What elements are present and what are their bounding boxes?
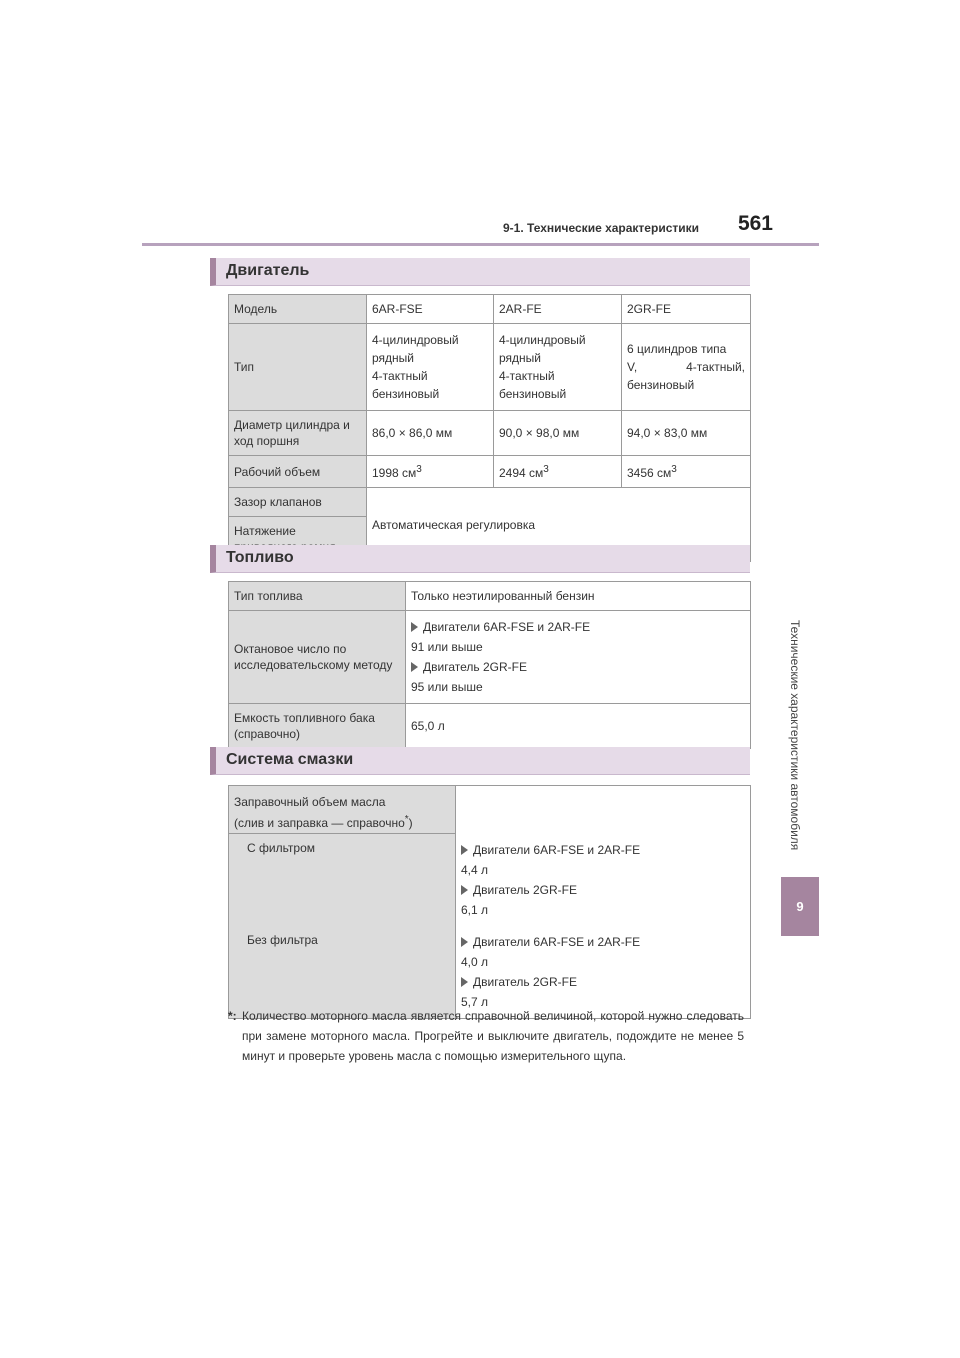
section-title: 9-1. Технические характеристики bbox=[502, 221, 699, 235]
cell-line: 4-тактный bbox=[499, 369, 555, 383]
fuel-type-label: Тип топлива bbox=[229, 582, 406, 611]
oil-volume: 4,0 л bbox=[461, 954, 489, 969]
with-filter-value bbox=[456, 834, 751, 926]
arrow-right-icon bbox=[461, 937, 468, 947]
table-row bbox=[229, 324, 751, 411]
capacity-empty bbox=[456, 786, 751, 834]
engine-name: Двигатели 6AR-FSE и 2AR-FE bbox=[473, 934, 641, 949]
list-item bbox=[411, 619, 745, 635]
model-6ar: 6AR-FSE bbox=[367, 295, 494, 324]
table-row bbox=[229, 456, 751, 488]
auto-adjust-value: Автоматическая регулировка bbox=[367, 488, 751, 562]
bore-6ar: 86,0 × 86,0 мм bbox=[367, 411, 494, 456]
arrow-right-icon bbox=[411, 622, 418, 632]
cell-line: V, 4-тактный, bbox=[627, 360, 745, 374]
oil-volume: 6,1 л bbox=[461, 902, 489, 917]
arrow-right-icon bbox=[461, 977, 468, 987]
engine-name: Двигатель 2GR-FE bbox=[423, 660, 527, 674]
side-chapter-title: Технические характеристики автомобиля bbox=[788, 619, 802, 851]
cell-line: 4-цилиндровый bbox=[499, 333, 586, 347]
lube-table bbox=[228, 785, 751, 1019]
fuel-type-value: Только неэтилированный бензин bbox=[406, 582, 751, 611]
page-header bbox=[142, 212, 819, 246]
table-row bbox=[229, 786, 751, 834]
type-label: Тип bbox=[229, 324, 367, 411]
fuel-section-heading bbox=[210, 545, 750, 573]
engine-name: Двигатель 2GR-FE bbox=[473, 974, 577, 989]
list-item bbox=[461, 974, 745, 990]
table-row bbox=[229, 411, 751, 456]
oil-volume: 4,4 л bbox=[461, 862, 489, 877]
octane-label: Октановое число по исследовательскому методу bbox=[229, 611, 406, 704]
model-2gr: 2GR-FE bbox=[622, 295, 751, 324]
label-text: (слив и заправка — справочно bbox=[234, 816, 405, 830]
bore-2gr: 94,0 × 83,0 мм bbox=[622, 411, 751, 456]
table-row bbox=[229, 295, 751, 324]
cell-line: 6 цилиндров типа bbox=[627, 342, 727, 356]
chapter-tab: 9 bbox=[781, 877, 819, 936]
cell-line: рядный bbox=[372, 351, 414, 365]
tank-label: Емкость топливного бака (справочно) bbox=[229, 704, 406, 749]
superscript: 3 bbox=[543, 464, 549, 475]
arrow-right-icon bbox=[411, 662, 418, 672]
table-row bbox=[229, 704, 751, 749]
displacement-2gr bbox=[622, 456, 751, 488]
engine-section-heading bbox=[210, 258, 750, 286]
arrow-right-icon bbox=[461, 845, 468, 855]
lube-section-heading bbox=[210, 747, 750, 775]
label-text: ) bbox=[408, 816, 413, 830]
valve-label: Зазор клапанов bbox=[229, 488, 367, 517]
without-filter-label: Без фильтра bbox=[229, 926, 456, 1019]
superscript: 3 bbox=[416, 464, 422, 475]
footnote bbox=[228, 1006, 744, 1066]
engine-name: Двигатели 6AR-FSE и 2AR-FE bbox=[473, 842, 641, 857]
model-label: Модель bbox=[229, 295, 367, 324]
footnote-mark: *: bbox=[228, 1009, 237, 1023]
header-divider bbox=[142, 243, 819, 246]
lube-title: Система смазки bbox=[226, 751, 354, 768]
cell-value: 1998 см bbox=[372, 466, 417, 480]
displacement-2ar bbox=[494, 456, 622, 488]
bore-label: Диаметр цилиндра и ход поршня bbox=[229, 411, 367, 456]
table-row bbox=[229, 611, 751, 704]
engine-table bbox=[228, 294, 751, 562]
displacement-6ar bbox=[367, 456, 494, 488]
page-number: 561 bbox=[737, 212, 773, 235]
with-filter-label: С фильтром bbox=[229, 834, 456, 926]
belt-label: Натяжение bbox=[229, 517, 367, 562]
octane-value bbox=[406, 611, 751, 704]
superscript: 3 bbox=[671, 464, 677, 475]
type-2gr bbox=[622, 324, 751, 411]
octane-number: 95 или выше bbox=[411, 680, 483, 694]
table-row bbox=[229, 488, 751, 517]
octane-number: 91 или выше bbox=[411, 640, 483, 654]
cell-line: бензиновый bbox=[499, 387, 567, 401]
engine-name: Двигатель 2GR-FE bbox=[473, 882, 577, 897]
displacement-label: Рабочий объем bbox=[229, 456, 367, 488]
cell-value: 3456 см bbox=[627, 466, 672, 480]
footnote-text: Количество моторного масла является справочной величиной, которой нужно следовать при замене моторного масла. Прогрейте и выключите двигатель, подождите не менее 5 минут и проверьте уровень масла с помощью измерительного щупа. bbox=[242, 1009, 744, 1063]
cell-value: 2494 см bbox=[499, 466, 544, 480]
arrow-right-icon bbox=[461, 885, 468, 895]
table-row bbox=[229, 834, 751, 926]
oil-volume: 5,7 л bbox=[461, 994, 489, 1009]
cell-line: бензиновый bbox=[372, 387, 440, 401]
list-item bbox=[411, 659, 745, 675]
table-row bbox=[229, 582, 751, 611]
table-row bbox=[229, 926, 751, 1019]
bore-2ar: 90,0 × 98,0 мм bbox=[494, 411, 622, 456]
list-item bbox=[461, 842, 745, 858]
fuel-title: Топливо bbox=[226, 549, 294, 566]
engine-name: Двигатели 6AR-FSE и 2AR-FE bbox=[423, 620, 591, 634]
engine-title: Двигатель bbox=[226, 262, 310, 279]
type-2ar bbox=[494, 324, 622, 411]
cell-line: 4-цилиндровый bbox=[372, 333, 459, 347]
list-item bbox=[461, 934, 745, 950]
cell-line: бензиновый bbox=[627, 378, 695, 392]
label-line: Заправочный объем масла bbox=[234, 795, 386, 809]
type-6ar bbox=[367, 324, 494, 411]
without-filter-value bbox=[456, 926, 751, 1019]
list-item bbox=[461, 882, 745, 898]
cell-line: 4-тактный bbox=[372, 369, 428, 383]
label-line bbox=[234, 812, 450, 831]
capacity-label bbox=[229, 786, 456, 834]
asterisk: * bbox=[404, 814, 409, 825]
tank-value: 65,0 л bbox=[406, 704, 751, 749]
cell-line: рядный bbox=[499, 351, 541, 365]
fuel-table bbox=[228, 581, 751, 749]
model-2ar: 2AR-FE bbox=[494, 295, 622, 324]
